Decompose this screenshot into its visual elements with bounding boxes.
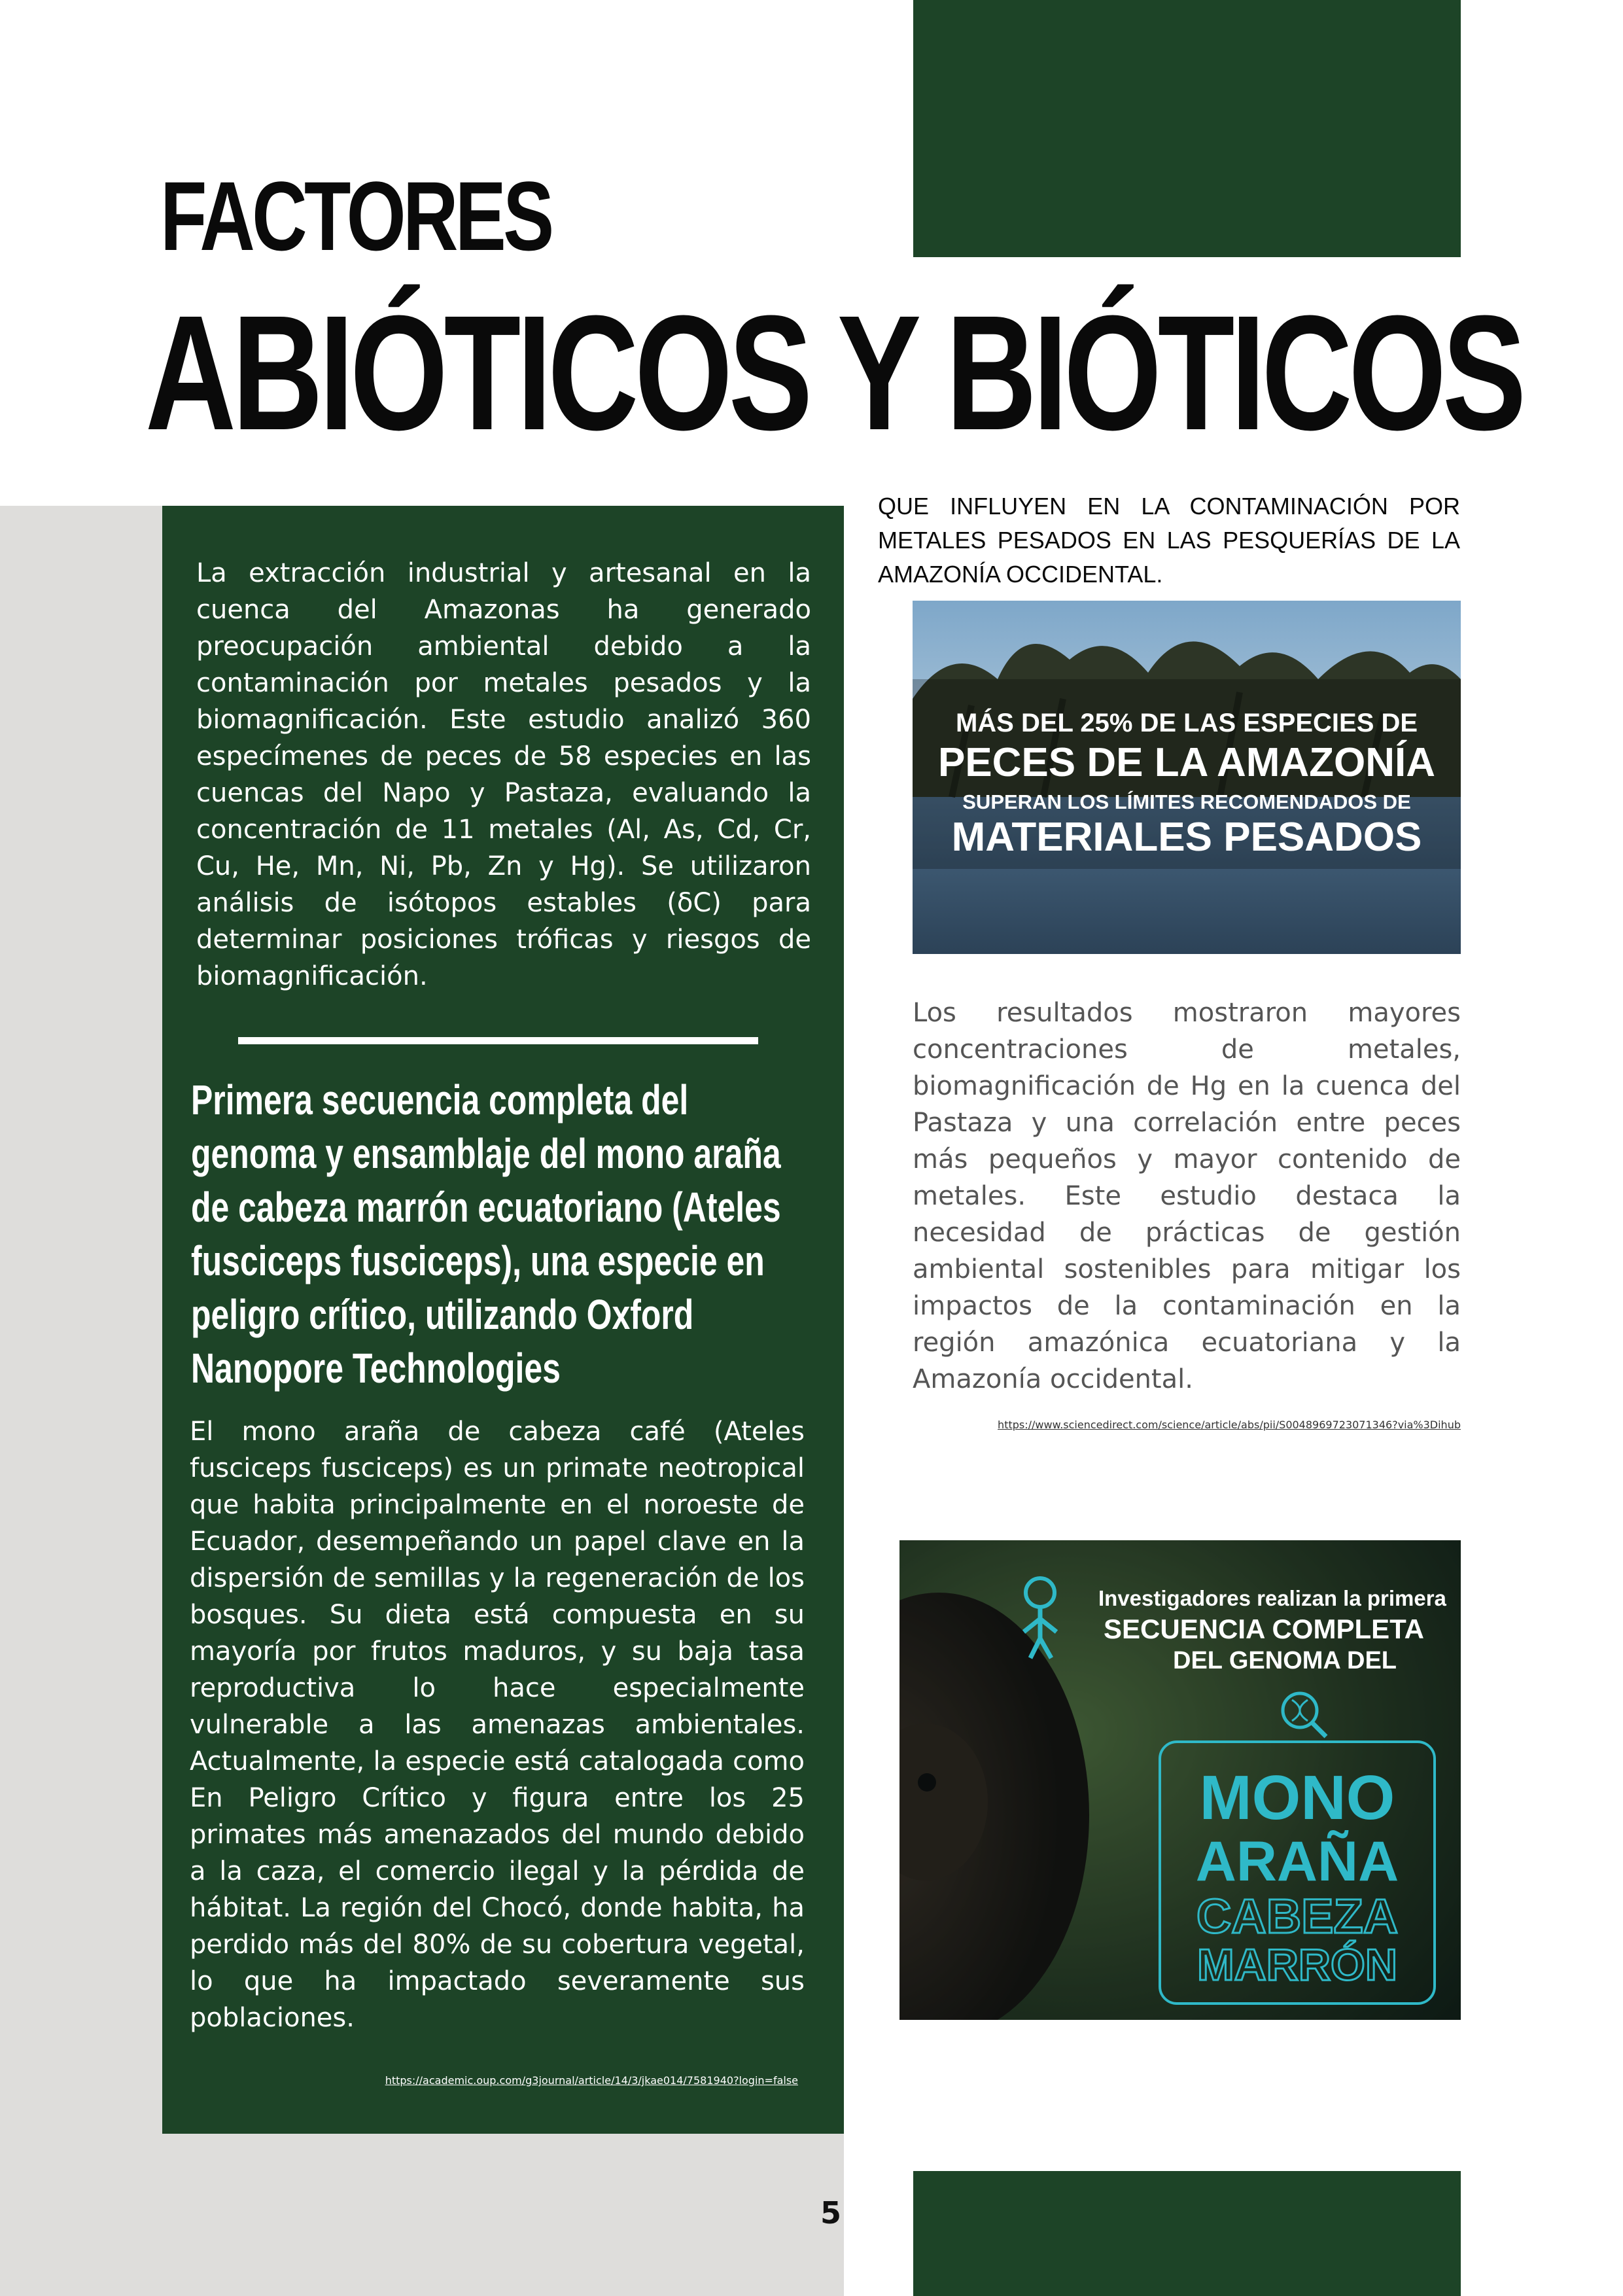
results-paragraph: Los resultados mostraron mayores concentraciones de metales, biomagnificación de Hg en la cuenca del Pastaza y una correlación entre peces más pequeños y mayor contenido de metales. Este estudio destaca la necesidad de prácticas de gestión ambiental sostenibles para mitigar los impactos de la contaminación en la región amazónica ecuatoriana y la Amazonía occidental. <box>913 998 1461 1394</box>
intro-paragraph: La extracción industrial y artesanal en la cuenca del Amazonas ha generado preocupación ambiental debido a la contaminación por metales pesados y la biomagnificación. Este estudio analizó 360 especímenes de peces de 58 especies en las cuencas del Napo y Pastaza, evaluando la concentración de 11 metales (Al, As, Cd, Cr, Cu, He, Mn, Ni, Pb, Zn y Hg). Se utilizaron análisis de isótopos estables (δC) para determinar posiciones tróficas y riesgos de biomagnificación. <box>196 558 811 991</box>
section-headline <box>191 1073 819 1395</box>
source-link-sciencedirect[interactable]: https://www.sciencedirect.com/science/article/abs/pii/S0048969723071346?via%3Dihub <box>998 1419 1461 1431</box>
page-number: 5 <box>820 2195 842 2231</box>
top-right-green-block <box>913 0 1461 257</box>
spider-monkey-image <box>899 1540 1461 2020</box>
image2-line: SECUENCIA COMPLETA <box>1104 1614 1425 1644</box>
page-title-line1: FACTORES <box>160 161 551 271</box>
image1-line: MÁS DEL 25% DE LAS ESPECIES DE <box>955 709 1418 737</box>
bottom-right-green-block <box>913 2171 1461 2296</box>
image2-line: MONO <box>1199 1763 1395 1833</box>
image2-line: DEL GENOMA DEL <box>1173 1647 1397 1674</box>
image2-line: Investigadores realizan la primera <box>1098 1586 1446 1610</box>
monkey-paragraph: El mono araña de cabeza café (Ateles fusciceps fusciceps) es un primate neotropical que habita principalmente en el noroeste de Ecuador, desempeñando un papel clave en la dispersión de semillas y la regeneración de los bosques. Su dieta está compuesta en su mayoría por frutos maduros, y su baja tasa reproductiva lo hace especialmente vulnerable a las amenazas ambientales. Actualmente, la especie está catalogada como En Peligro Crítico y figura entre los 25 primates más amenazados del mundo debido a la caza, el comercio ilegal y la pérdida de hábitat. La región del Chocó, donde habita, ha perdido más del 80% de su cobertura vegetal, lo que ha impactado severamente sus poblaciones. <box>190 1417 805 2033</box>
image1-line: PECES DE LA AMAZONÍA <box>937 740 1436 785</box>
image2-line: MARRÓN <box>1197 1940 1397 1990</box>
amazon-fish-image <box>913 601 1461 954</box>
page-title-line2: ABIÓTICOS Y BIÓTICOS <box>145 281 1523 464</box>
headline-line: genoma y ensamblaje del mono araña <box>191 1130 781 1177</box>
image2-line: ARAÑA <box>1195 1830 1399 1893</box>
headline-line: fusciceps fusciceps), una especie en <box>191 1237 765 1284</box>
headline-line: Primera secuencia completa del <box>191 1076 689 1123</box>
headline-line: de cabeza marrón ecuatoriano (Ateles <box>191 1184 781 1231</box>
image1-line: SUPERAN LOS LÍMITES RECOMENDADOS DE <box>962 790 1411 813</box>
headline-line: peligro crítico, utilizando Oxford <box>191 1291 694 1338</box>
section-divider <box>238 1037 758 1044</box>
image2-line: CABEZA <box>1196 1889 1399 1943</box>
source-link-academic[interactable]: https://academic.oup.com/g3journal/article/14/3/jkae014/7581940?login=false <box>385 2074 798 2087</box>
image1-line: MATERIALES PESADOS <box>951 815 1422 860</box>
page-subtitle: QUE INFLUYEN EN LA CONTAMINACIÓN POR METALES PESADOS EN LAS PESQUERÍAS DE LA AMAZONÍA OCCIDENTAL. <box>878 493 1460 588</box>
headline-line: Nanopore Technologies <box>191 1345 561 1392</box>
